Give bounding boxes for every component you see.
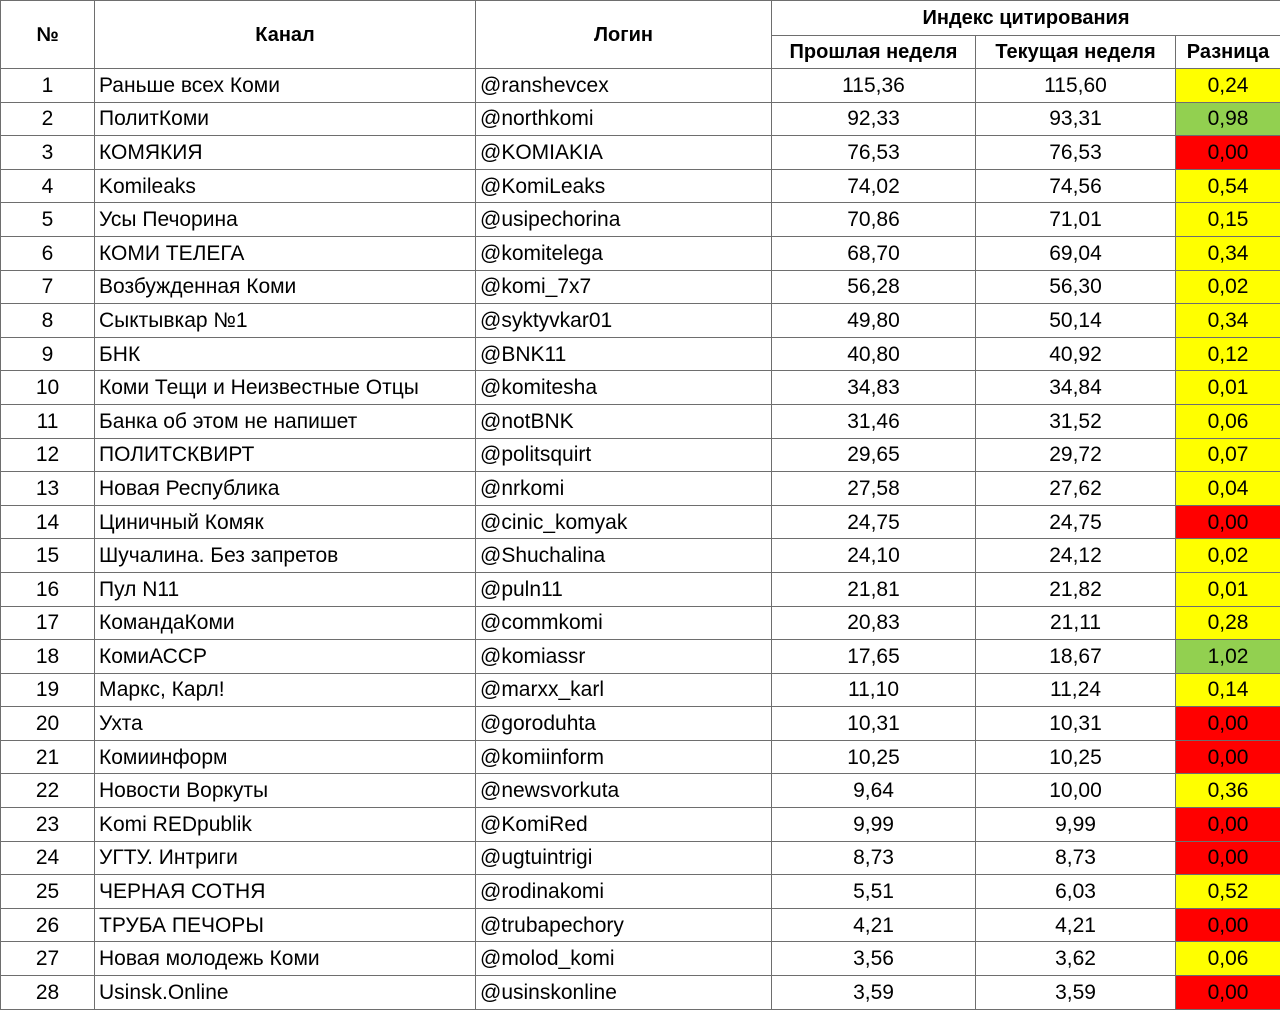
cell-curr-week: 8,73	[976, 841, 1176, 875]
cell-prev-week: 49,80	[772, 304, 976, 338]
cell-login: @KOMIAKIA	[476, 136, 772, 170]
cell-curr-week: 10,25	[976, 740, 1176, 774]
table-row	[1, 236, 1280, 270]
cell-channel: Шучалина. Без запретов	[95, 539, 476, 573]
cell-number: 15	[1, 539, 95, 573]
cell-prev-week: 10,31	[772, 707, 976, 741]
cell-number: 21	[1, 740, 95, 774]
header-diff: Разница	[1176, 36, 1280, 69]
header-prev-week: Прошлая неделя	[772, 36, 976, 69]
cell-number: 2	[1, 102, 95, 136]
cell-curr-week: 50,14	[976, 304, 1176, 338]
header-curr-week: Текущая неделя	[976, 36, 1176, 69]
cell-prev-week: 17,65	[772, 640, 976, 674]
cell-channel: Возбужденная Коми	[95, 270, 476, 304]
cell-diff: 0,00	[1176, 976, 1280, 1010]
cell-number: 25	[1, 875, 95, 909]
cell-prev-week: 27,58	[772, 472, 976, 506]
cell-curr-week: 6,03	[976, 875, 1176, 909]
cell-channel: БНК	[95, 337, 476, 371]
cell-curr-week: 21,11	[976, 606, 1176, 640]
header-channel: Канал	[95, 1, 476, 69]
table-row	[1, 841, 1280, 875]
cell-login: @usipechorina	[476, 203, 772, 237]
cell-prev-week: 4,21	[772, 908, 976, 942]
cell-channel: КОМИ ТЕЛЕГА	[95, 236, 476, 270]
cell-prev-week: 10,25	[772, 740, 976, 774]
cell-curr-week: 40,92	[976, 337, 1176, 371]
cell-channel: Новая молодежь Коми	[95, 942, 476, 976]
cell-login: @KomiLeaks	[476, 169, 772, 203]
cell-diff: 0,52	[1176, 875, 1280, 909]
cell-diff: 0,36	[1176, 774, 1280, 808]
cell-diff: 0,02	[1176, 270, 1280, 304]
cell-prev-week: 9,99	[772, 808, 976, 842]
cell-channel: ПОЛИТСКВИРТ	[95, 438, 476, 472]
cell-number: 27	[1, 942, 95, 976]
cell-number: 14	[1, 505, 95, 539]
cell-channel: УГТУ. Интриги	[95, 841, 476, 875]
cell-prev-week: 24,75	[772, 505, 976, 539]
cell-channel: Пул N11	[95, 572, 476, 606]
cell-prev-week: 9,64	[772, 774, 976, 808]
cell-channel: КомандаКоми	[95, 606, 476, 640]
table-row	[1, 371, 1280, 405]
cell-curr-week: 9,99	[976, 808, 1176, 842]
cell-diff: 0,28	[1176, 606, 1280, 640]
cell-curr-week: 11,24	[976, 673, 1176, 707]
cell-curr-week: 10,31	[976, 707, 1176, 741]
cell-login: @commkomi	[476, 606, 772, 640]
table-row	[1, 69, 1280, 103]
cell-curr-week: 56,30	[976, 270, 1176, 304]
cell-number: 20	[1, 707, 95, 741]
cell-login: @ranshevcex	[476, 69, 772, 103]
table-row	[1, 942, 1280, 976]
cell-number: 12	[1, 438, 95, 472]
cell-number: 1	[1, 69, 95, 103]
cell-prev-week: 24,10	[772, 539, 976, 573]
cell-curr-week: 93,31	[976, 102, 1176, 136]
cell-number: 7	[1, 270, 95, 304]
cell-login: @komi_7x7	[476, 270, 772, 304]
cell-login: @nrkomi	[476, 472, 772, 506]
cell-diff: 0,00	[1176, 707, 1280, 741]
cell-channel: Ухта	[95, 707, 476, 741]
cell-prev-week: 56,28	[772, 270, 976, 304]
cell-login: @komiassr	[476, 640, 772, 674]
cell-number: 26	[1, 908, 95, 942]
header-row	[1, 1, 1280, 36]
table-row	[1, 673, 1280, 707]
cell-diff: 0,15	[1176, 203, 1280, 237]
cell-channel: Новая Республика	[95, 472, 476, 506]
cell-login: @rodinakomi	[476, 875, 772, 909]
table-body	[1, 69, 1280, 1010]
cell-number: 4	[1, 169, 95, 203]
cell-diff: 0,01	[1176, 371, 1280, 405]
cell-prev-week: 40,80	[772, 337, 976, 371]
cell-curr-week: 3,62	[976, 942, 1176, 976]
cell-login: @politsquirt	[476, 438, 772, 472]
cell-diff: 0,14	[1176, 673, 1280, 707]
cell-channel: ПолитКоми	[95, 102, 476, 136]
cell-number: 18	[1, 640, 95, 674]
table-row	[1, 337, 1280, 371]
cell-number: 3	[1, 136, 95, 170]
table-row	[1, 136, 1280, 170]
cell-number: 17	[1, 606, 95, 640]
cell-channel: КОМЯКИЯ	[95, 136, 476, 170]
cell-prev-week: 68,70	[772, 236, 976, 270]
cell-channel: Новости Воркуты	[95, 774, 476, 808]
table-row	[1, 606, 1280, 640]
table-row	[1, 572, 1280, 606]
cell-number: 24	[1, 841, 95, 875]
cell-channel: Komi REDpublik	[95, 808, 476, 842]
cell-channel: Usinsk.Online	[95, 976, 476, 1010]
cell-prev-week: 92,33	[772, 102, 976, 136]
table-row	[1, 808, 1280, 842]
table-row	[1, 908, 1280, 942]
table-row	[1, 102, 1280, 136]
cell-channel: Komileaks	[95, 169, 476, 203]
table-row	[1, 472, 1280, 506]
cell-channel: Маркс, Карл!	[95, 673, 476, 707]
cell-login: @komitesha	[476, 371, 772, 405]
cell-prev-week: 3,59	[772, 976, 976, 1010]
cell-diff: 0,54	[1176, 169, 1280, 203]
table-row	[1, 404, 1280, 438]
cell-curr-week: 3,59	[976, 976, 1176, 1010]
cell-diff: 0,34	[1176, 236, 1280, 270]
cell-diff: 0,00	[1176, 136, 1280, 170]
cell-curr-week: 24,75	[976, 505, 1176, 539]
cell-prev-week: 31,46	[772, 404, 976, 438]
table-row	[1, 640, 1280, 674]
table-row	[1, 270, 1280, 304]
cell-diff: 0,06	[1176, 404, 1280, 438]
cell-channel: ЧЕРНАЯ СОТНЯ	[95, 875, 476, 909]
cell-prev-week: 3,56	[772, 942, 976, 976]
cell-diff: 0,00	[1176, 808, 1280, 842]
cell-diff: 0,01	[1176, 572, 1280, 606]
cell-curr-week: 21,82	[976, 572, 1176, 606]
cell-number: 28	[1, 976, 95, 1010]
cell-login: @komiinform	[476, 740, 772, 774]
cell-login: @trubapechory	[476, 908, 772, 942]
cell-number: 16	[1, 572, 95, 606]
cell-number: 8	[1, 304, 95, 338]
cell-number: 10	[1, 371, 95, 405]
cell-curr-week: 76,53	[976, 136, 1176, 170]
cell-diff: 0,98	[1176, 102, 1280, 136]
table-row	[1, 203, 1280, 237]
header-citation-index: Индекс цитирования	[772, 1, 1280, 36]
table-row	[1, 875, 1280, 909]
cell-channel: ТРУБА ПЕЧОРЫ	[95, 908, 476, 942]
cell-login: @notBNK	[476, 404, 772, 438]
cell-login: @marxx_karl	[476, 673, 772, 707]
cell-curr-week: 69,04	[976, 236, 1176, 270]
cell-prev-week: 70,86	[772, 203, 976, 237]
cell-channel: Раньше всех Коми	[95, 69, 476, 103]
table-row	[1, 539, 1280, 573]
cell-prev-week: 5,51	[772, 875, 976, 909]
cell-number: 13	[1, 472, 95, 506]
cell-number: 9	[1, 337, 95, 371]
header-number: №	[1, 1, 95, 69]
cell-number: 6	[1, 236, 95, 270]
cell-channel: Сыктывкар №1	[95, 304, 476, 338]
cell-channel: Банка об этом не напишет	[95, 404, 476, 438]
cell-diff: 0,12	[1176, 337, 1280, 371]
cell-channel: КомиАССР	[95, 640, 476, 674]
table-row	[1, 976, 1280, 1010]
cell-login: @newsvorkuta	[476, 774, 772, 808]
cell-number: 23	[1, 808, 95, 842]
cell-login: @molod_komi	[476, 942, 772, 976]
cell-channel: Коми Тещи и Неизвестные Отцы	[95, 371, 476, 405]
cell-curr-week: 18,67	[976, 640, 1176, 674]
cell-login: @Shuchalina	[476, 539, 772, 573]
cell-number: 22	[1, 774, 95, 808]
cell-channel: Комиинформ	[95, 740, 476, 774]
cell-diff: 0,00	[1176, 908, 1280, 942]
cell-login: @KomiRed	[476, 808, 772, 842]
cell-curr-week: 29,72	[976, 438, 1176, 472]
cell-prev-week: 20,83	[772, 606, 976, 640]
cell-curr-week: 24,12	[976, 539, 1176, 573]
cell-channel: Усы Печорина	[95, 203, 476, 237]
cell-login: @northkomi	[476, 102, 772, 136]
cell-curr-week: 71,01	[976, 203, 1176, 237]
table-row	[1, 438, 1280, 472]
cell-curr-week: 74,56	[976, 169, 1176, 203]
table-row	[1, 169, 1280, 203]
cell-diff: 0,04	[1176, 472, 1280, 506]
cell-login: @BNK11	[476, 337, 772, 371]
cell-login: @puln11	[476, 572, 772, 606]
cell-login: @komitelega	[476, 236, 772, 270]
cell-curr-week: 10,00	[976, 774, 1176, 808]
cell-login: @usinskonline	[476, 976, 772, 1010]
cell-channel: Циничный Комяк	[95, 505, 476, 539]
cell-diff: 0,00	[1176, 505, 1280, 539]
cell-prev-week: 8,73	[772, 841, 976, 875]
table-row	[1, 740, 1280, 774]
cell-diff: 0,07	[1176, 438, 1280, 472]
cell-number: 11	[1, 404, 95, 438]
cell-prev-week: 76,53	[772, 136, 976, 170]
cell-diff: 0,00	[1176, 841, 1280, 875]
cell-prev-week: 74,02	[772, 169, 976, 203]
cell-curr-week: 34,84	[976, 371, 1176, 405]
cell-prev-week: 29,65	[772, 438, 976, 472]
cell-prev-week: 21,81	[772, 572, 976, 606]
cell-diff: 0,24	[1176, 69, 1280, 103]
cell-prev-week: 34,83	[772, 371, 976, 405]
cell-prev-week: 11,10	[772, 673, 976, 707]
cell-login: @goroduhta	[476, 707, 772, 741]
table-row	[1, 774, 1280, 808]
cell-diff: 0,34	[1176, 304, 1280, 338]
cell-diff: 0,06	[1176, 942, 1280, 976]
cell-diff: 1,02	[1176, 640, 1280, 674]
cell-curr-week: 31,52	[976, 404, 1176, 438]
cell-curr-week: 4,21	[976, 908, 1176, 942]
cell-number: 5	[1, 203, 95, 237]
cell-login: @ugtuintrigi	[476, 841, 772, 875]
table-row	[1, 505, 1280, 539]
cell-prev-week: 115,36	[772, 69, 976, 103]
cell-login: @cinic_komyak	[476, 505, 772, 539]
header-login: Логин	[476, 1, 772, 69]
table-row	[1, 304, 1280, 338]
table-row	[1, 707, 1280, 741]
cell-curr-week: 27,62	[976, 472, 1176, 506]
cell-diff: 0,02	[1176, 539, 1280, 573]
cell-login: @syktyvkar01	[476, 304, 772, 338]
cell-diff: 0,00	[1176, 740, 1280, 774]
cell-curr-week: 115,60	[976, 69, 1176, 103]
cell-number: 19	[1, 673, 95, 707]
